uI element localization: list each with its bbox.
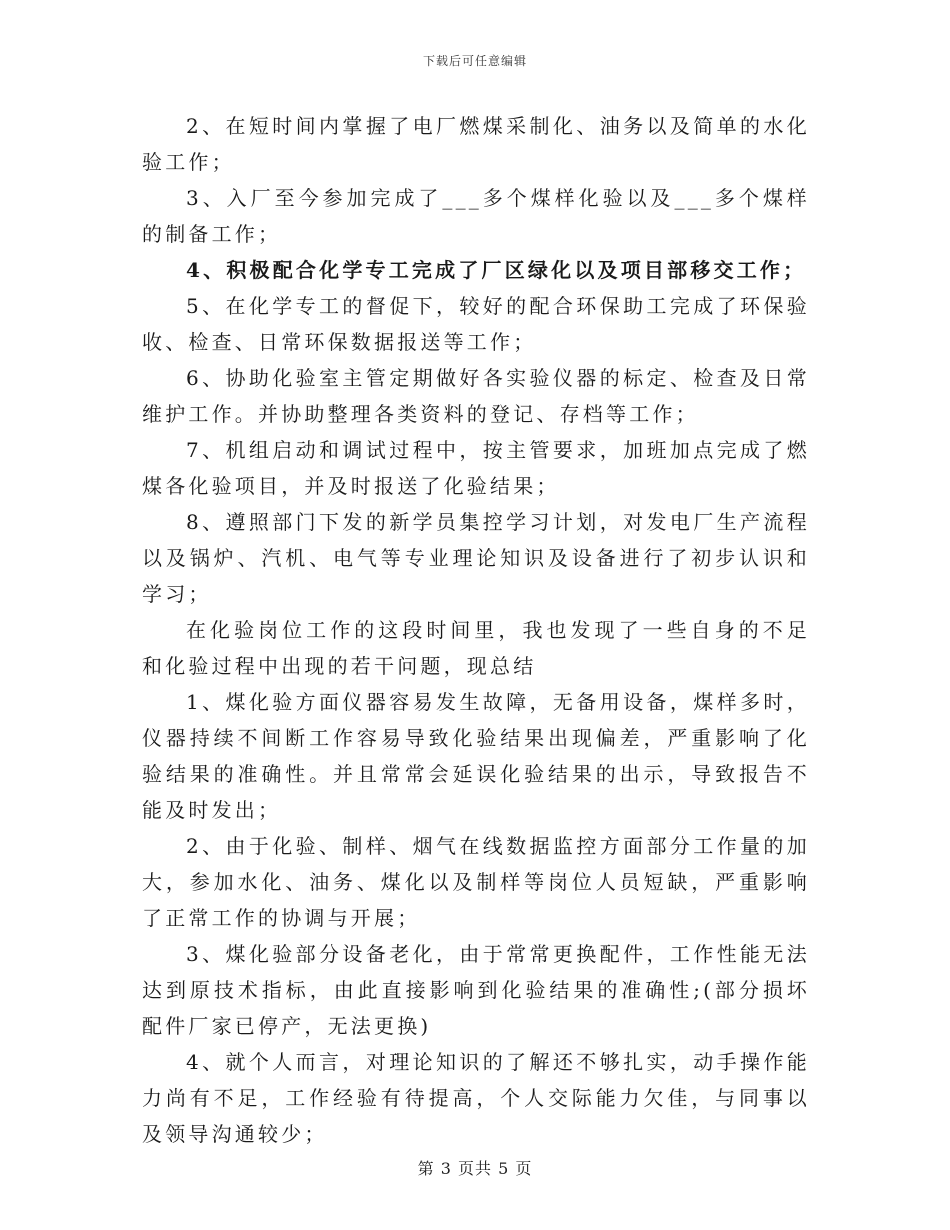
page-header: 下载后可任意编辑 — [422, 54, 527, 68]
paragraph-11: 3、煤化验部分设备老化，由于常常更换配件，工作性能无法达到原技术指标，由此直接影响到化验结果的准确性;(部分损坏配件厂家已停产，无法更换) — [142, 942, 810, 1038]
paragraph-6: 7、机组启动和调试过程中，按主管要求，加班加点完成了燃煤各化验项目，并及时报送了化验结果； — [142, 438, 810, 498]
paragraph-12: 4、就个人而言，对理论知识的了解还不够扎实，动手操作能力尚有不足，工作经验有待提高，个人交际能力欠佳，与同事以及领导沟通较少； — [142, 1050, 810, 1146]
paragraph-5: 6、协助化验室主管定期做好各实验仪器的标定、检查及日常维护工作。并协助整理各类资料的登记、存档等工作； — [142, 366, 810, 426]
paragraph-10: 2、由于化验、制样、烟气在线数据监控方面部分工作量的加大，参加水化、油务、煤化以及制样等岗位人员短缺，严重影响了正常工作的协调与开展； — [142, 834, 810, 930]
paragraph-9: 1、煤化验方面仪器容易发生故障，无备用设备，煤样多时，仪器持续不间断工作容易导致化验结果出现偏差，严重影响了化验结果的准确性。并且常常会延误化验结果的出示，导致报告不能及时发出； — [142, 690, 810, 822]
paragraph-8: 在化验岗位工作的这段时间里，我也发现了一些自身的不足和化验过程中出现的若干问题，现总结 — [142, 618, 810, 678]
document-body — [142, 108, 810, 1152]
paragraph-2: 3、入厂至今参加完成了___多个煤样化验以及___多个煤样的制备工作； — [142, 186, 810, 246]
paragraph-1: 2、在短时间内掌握了电厂燃煤采制化、油务以及简单的水化验工作； — [142, 114, 810, 174]
paragraph-3: 4、积极配合化学专工完成了厂区绿化以及项目部移交工作； — [186, 258, 807, 282]
page-footer: 第 3 页共 5 页 — [417, 1159, 533, 1178]
paragraph-7: 8、遵照部门下发的新学员集控学习计划，对发电厂生产流程以及锅炉、汽机、电气等专业理论知识及设备进行了初步认识和学习； — [142, 510, 810, 606]
paragraph-4: 5、在化学专工的督促下，较好的配合环保助工完成了环保验收、检查、日常环保数据报送等工作； — [142, 294, 810, 354]
